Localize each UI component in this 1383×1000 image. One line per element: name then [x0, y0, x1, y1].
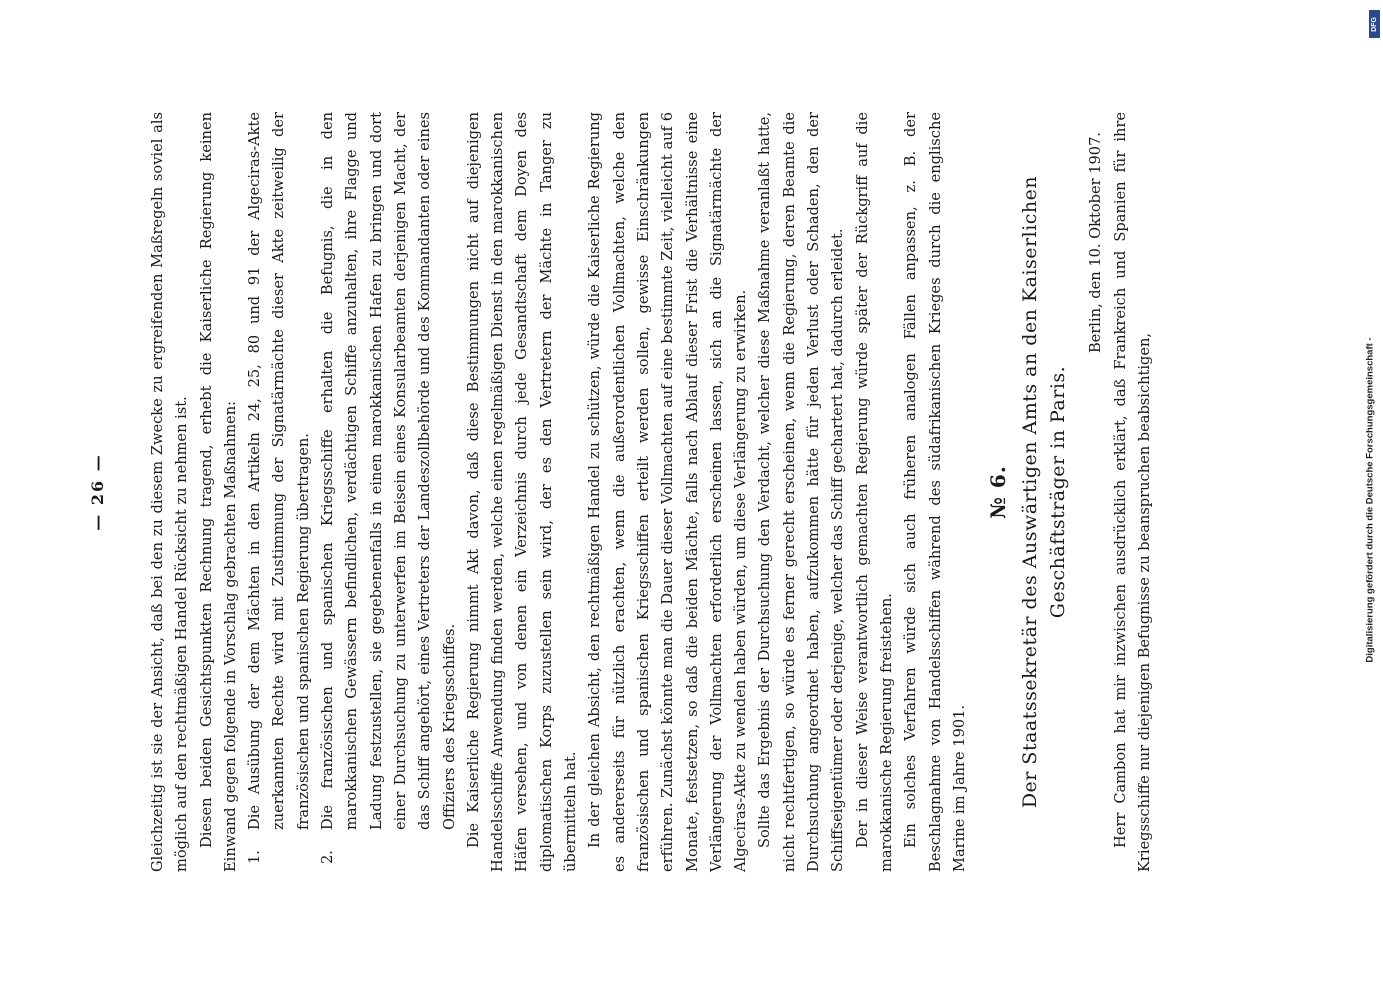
paragraph: Der in dieser Weise verantwortlich gemachten Regierung würde später der Rückgriff auf die marokkanische Regierung freistehen. — [853, 112, 895, 872]
paragraph: Die Kaiserliche Regierung nimmt Akt davon, daß diese Bestimmungen nicht auf diejenigen Handelsschiffe Anwendung finden werden, welche einen regelmäßigen Dienst in den marokkanischen Häfen versehen, und von denen ein Verzeichnis durch jede Gesandtschaft dem Doyen des diplomatischen Korps zuzustellen sein wird, der es den Vertretern der Mächte in Tanger zu übermitteln hat. — [464, 112, 580, 872]
paragraph: Sollte das Ergebnis der Durchsuchung den Verdacht, welcher diese Maßnahme veranlaßt hatte, nicht rechtfertigen, so würde es ferner gerecht erscheinen, wenn die Regierung, deren Beamte die Durchsuchung angeordnet haben, aufzukommen hätte für jeden Verlust oder Schaden, den der Schiffseigentümer oder derjenige, welcher das Schiff gechartert hat, dadurch erleidet. — [756, 112, 847, 872]
list-item-text: Die französischen und spanischen Kriegsschiffe erhalten die Befugnis, die in den marokkanischen Gewässern befindlichen, verdächtigen Schiffe anzuhalten, ihre Flagge und Ladung festzustellen, sie gegebenenfalls in einen marokkanischen Hafen zu bringen und dort einer Durchsuchung zu unterwerfen im Beisein eines Konsularbeamten derjenigen Macht, der das Schiff angehört, eines Vertreters der Landeszollbehörde und des Kommandanten oder eines Offiziers des Kriegsschiffes. — [319, 112, 458, 830]
attribution-text: Digitalisierung gefördert durch die Deutsche Forschungsgemeinschaft - — [1364, 337, 1376, 663]
paragraph: Gleichzeitig ist sie der Ansicht, daß bei den zu diesem Zwecke zu ergreifenden Maßregeln soviel als möglich auf den rechtmäßigen Handel Rücksicht zu nehmen ist. — [149, 112, 191, 872]
list-item-number: 2. — [319, 850, 337, 864]
list-item-text: Die Ausübung der dem Mächten in den Artikeln 24, 25, 80 und 91 der Algeciras-Akte zuerkannten Rechte wird mit Zustimmung der Signatärmächte dieser Akte zeitweilig der französischen und spanischen Regierung übertragen. — [246, 112, 312, 830]
list-item-number: 1. — [246, 850, 264, 864]
dfg-logo — [1369, 10, 1380, 38]
paragraph: Herr Cambon hat mir inzwischen ausdrücklich erklärt, daß Frankreich und Spanien für ihre Kriegsschiffe nur diejenigen Befugnisse zu beanspruchen beabsichtigen, — [1111, 112, 1153, 872]
dateline: Berlin, den 10. Oktober 1907. — [1087, 132, 1105, 354]
page-number-header: — 26 — — [88, 453, 107, 531]
document-title: Der Staatssekretär des Auswärtigen Amts an den Kaiserlichen Geschäftsträger in Paris. — [1019, 175, 1070, 809]
list-item — [243, 112, 316, 872]
list-item — [316, 112, 462, 872]
document-number: № 6. — [986, 465, 1011, 519]
document-body — [146, 112, 1157, 872]
paragraph: Ein solches Verfahren würde sich auch früheren analogen Fällen anpassen, z. B. der Beschlagnahme von Handelsschiffen während des südafrikanischen Krieges durch die englische Marine im Jahre 1901. — [902, 112, 968, 872]
dfg-logo-text: DFG — [1371, 16, 1378, 32]
paragraph: Diesen beiden Gesichtspunkten Rechnung tragend, erhebt die Kaiserliche Regierung keinen Einwand gegen folgende in Vorschlag gebrachten Maßnahmen: — [197, 112, 239, 872]
paragraph: In der gleichen Absicht, den rechtmäßigen Handel zu schützen, würde die Kaiserliche Regierung es andererseits für nützlich erachten, wenn die außerordentlichen Vollmachten, welche den französischen und spanischen Kriegsschiffen erteilt werden sollen, gewisse Einschränkungen erführen. Zunächst könnte man die Dauer dieser Vollmachten auf eine bestimmte Zeit, vielleicht auf 6 Monate, festsetzen, so daß die beiden Mächte, falls nach Ablauf dieser Frist die Verhältnisse eine Verlängerung der Vollmachten erforderlich erscheinen lassen, sich an die Signatärmächte der Algeciras-Akte zu wenden haben würden, um diese Verlängerung zu erwirken. — [586, 112, 750, 872]
